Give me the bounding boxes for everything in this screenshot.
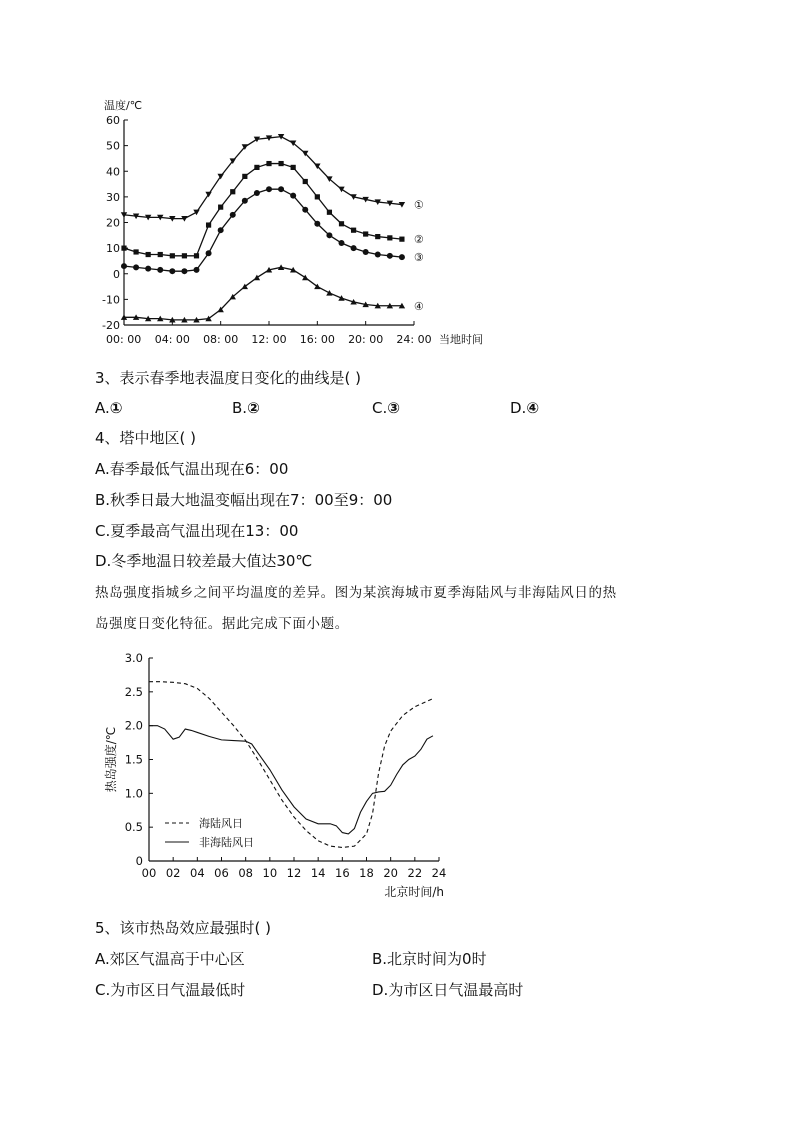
x-tick-label: 02 [165,866,181,880]
q4-option-a[interactable]: A.春季最低气温出现在6：00 [95,460,289,478]
series-2-point [254,165,259,170]
series-2-point [158,252,163,257]
series-3-point [278,186,284,192]
series-1-line [124,137,402,219]
passage-line-2: 岛强度日变化特征。据此完成下面小题。 [95,616,349,632]
y-tick-label: 10 [106,242,120,256]
series-2-point [218,205,223,210]
q4-option-b[interactable]: B.秋季日最大地温变幅出现在7：00至9：00 [95,491,393,509]
x-tick-label: 24 [431,866,447,880]
series-3-point [133,264,139,270]
y-tick-label: 1.5 [124,752,143,767]
series-2-point [351,228,356,233]
q3-option-a[interactable] [95,398,122,418]
series-4-point [338,295,344,301]
series-3-point [254,190,260,196]
q3-option-b-label: ② [247,399,260,417]
series-3-point [302,207,308,213]
question-5-stem: 5、该市热岛效应最强时( ) [95,919,272,937]
series-2-point [291,165,296,170]
series-3-line [124,189,402,271]
x-tick-label: 12: 00 [251,333,287,346]
x-tick-label: 24: 00 [396,333,432,346]
series-2-point [170,253,175,258]
q3-option-a-letter: A. [95,399,110,417]
series-3-point [194,267,200,273]
x-tick-label: 10 [262,866,278,880]
q3-option-a-label: ① [109,399,123,417]
y-tick-label: 60 [106,114,120,127]
x-tick-label: 18 [359,866,374,880]
series-2-point [121,246,126,251]
q3-option-b[interactable] [232,398,260,418]
series-3-point [169,268,175,274]
x-tick-label: 12 [286,866,302,880]
y-tick-label: 2.0 [124,718,143,733]
y-tick-label: 3.0 [124,651,143,665]
series-2-point [315,194,320,199]
series-3-label: ③ [413,251,424,265]
question-4-stem: 4、塔中地区( ) [95,429,197,447]
y-tick-label: 50 [106,139,120,153]
series-3-point [339,240,345,246]
series-2-point [327,210,332,215]
series-4-point [278,264,284,270]
series-2-point [375,234,380,239]
series-3-point [399,254,405,260]
y-tick-label: 0 [113,267,120,281]
series-3-point [157,267,163,273]
series-3-point [206,250,212,256]
x-tick-label: 16: 00 [299,333,335,346]
y-axis-title: 温度/℃ [104,99,143,112]
series-3-point [121,263,127,269]
y-tick-label: 0.5 [124,820,143,835]
legend-label-2: 非海陆风日 [199,836,254,849]
q3-option-c[interactable] [372,398,400,418]
q5-option-c[interactable]: C.为市区日气温最低时 [95,981,246,999]
x-tick-label: 00: 00 [106,333,142,346]
q5-option-d[interactable]: D.为市区日气温最高时 [372,981,524,999]
q3-option-d-label: ④ [526,399,540,417]
series-3-point [314,221,320,227]
y-tick-label: 40 [106,165,120,179]
y-tick-label: 20 [106,216,120,230]
q5-option-b[interactable]: B.北京时间为0时 [372,950,487,968]
series-3-point [181,268,187,274]
series-4-line [124,267,402,320]
q4-option-c[interactable]: C.夏季最高气温出现在13：00 [95,522,299,540]
y-tick-label: 1.0 [124,786,143,801]
temperature-chart [90,95,510,350]
series-2-point [230,189,235,194]
x-axis-title: 当地时间 [439,333,483,346]
x-tick-label: 20 [383,866,398,880]
q3-option-c-letter: C. [372,399,388,417]
passage-line-1: 热岛强度指城乡之间平均温度的差异。图为某滨海城市夏季海陆风与非海陆风日的热 [95,585,617,601]
series-2-point [266,161,271,166]
q3-option-c-label: ③ [387,399,400,417]
x-tick-label: 22 [407,866,423,880]
series-2-point [363,231,368,236]
series-2-point [387,235,392,240]
question-3-stem: 3、表示春季地表温度日变化的曲线是( ) [95,369,362,387]
x-tick-label: 04 [190,866,205,880]
series-3-point [326,232,332,238]
series-2-label: ② [413,233,424,247]
series-3-point [363,249,369,255]
series-2-point [278,161,283,166]
x-tick-label: 04: 00 [154,333,190,346]
series-2-point [303,179,308,184]
x-tick-label: 08 [238,866,253,880]
series-3-point [290,193,296,199]
y-tick-label: -20 [102,319,120,332]
x-tick-label: 20: 00 [348,333,384,346]
q4-option-d[interactable]: D.冬季地温日较差最大值达30℃ [95,552,313,570]
series-3-point [145,266,151,272]
y-tick-label: 30 [106,190,120,204]
series-3-point [218,227,224,233]
series-2-point [146,252,151,257]
series-1-point [193,210,199,216]
y-tick-label: 2.5 [124,684,143,699]
series-2-point [339,221,344,226]
q3-option-b-letter: B. [232,399,248,417]
series-3-point [387,253,393,259]
series-1-line [149,682,433,848]
series-1-point [217,174,223,180]
x-axis-title: 北京时间/h [384,885,444,899]
series-3-point [375,252,381,258]
series-2-point [182,253,187,258]
x-tick-label: 14 [310,866,326,880]
series-3-point [266,186,272,192]
series-4-label: ④ [413,299,424,313]
x-tick-label: 00 [141,866,157,880]
series-2-line [124,164,402,256]
legend-label-1: 海陆风日 [199,817,243,830]
series-2-line [149,726,433,834]
q5-option-a[interactable]: A.郊区气温高于中心区 [95,950,245,968]
series-3-point [242,198,248,204]
series-1-label: ① [413,198,424,212]
series-2-point [242,174,247,179]
y-tick-label: -10 [102,293,120,307]
heat-island-chart [95,645,455,900]
series-1-point [205,192,211,198]
series-2-point [206,222,211,227]
q3-option-d-letter: D. [510,399,527,417]
x-tick-label: 08: 00 [203,333,239,346]
y-axis-title: 热岛强度/℃ [104,726,118,793]
series-2-point [133,249,138,254]
series-3-point [351,245,357,251]
series-2-point [399,237,404,242]
x-tick-label: 06 [214,866,229,880]
series-2-point [194,253,199,258]
y-tick-label: 0 [135,854,143,868]
x-tick-label: 16 [335,866,350,880]
series-3-point [230,212,236,218]
q3-option-d[interactable] [510,398,539,418]
series-4-point [326,290,332,296]
